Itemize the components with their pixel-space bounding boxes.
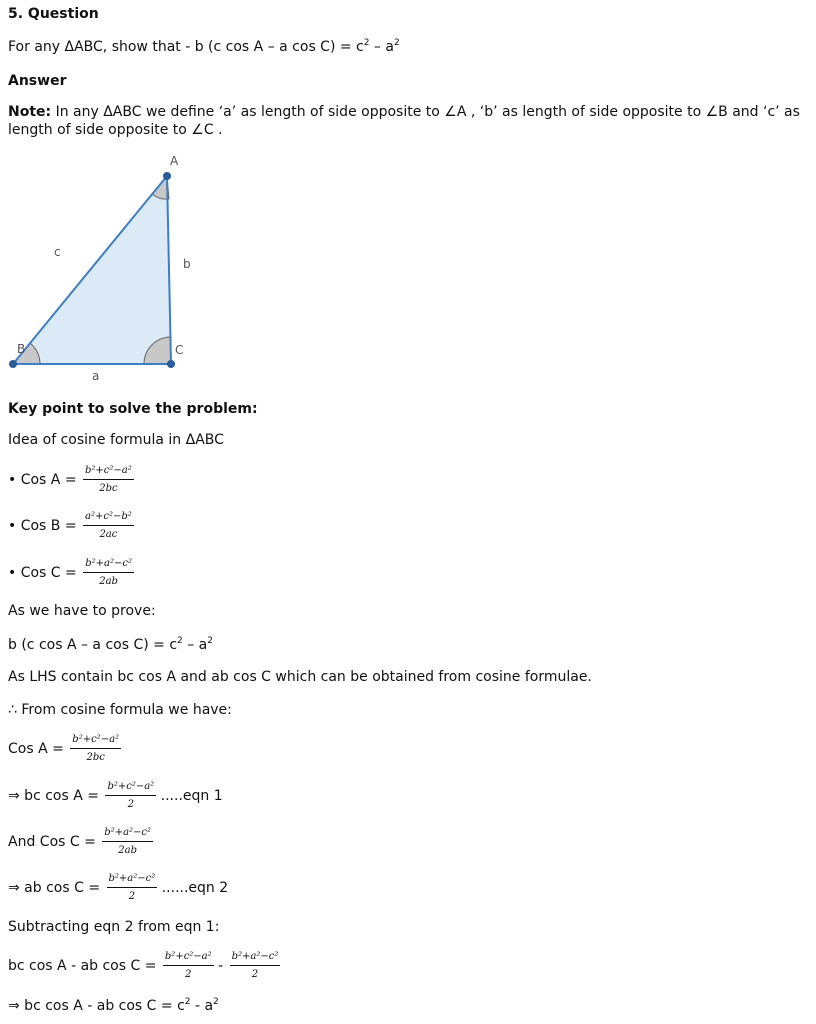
label-b: B	[17, 342, 26, 356]
step-bc-cos-a: ⇒ bc cos A = $\frac{\text{b²+c²−a²}}{2}$ .....eqn 1	[8, 781, 223, 810]
question-text: For any ΔABC, show that - b (c cos A – a $\cos C) = c^2 - a^2$	[8, 38, 400, 55]
cos-b-fraction: $\frac{\text{a²+c²−b²}}{2ac}$	[85, 511, 132, 540]
step-ab-cos-c: ⇒ ab cos C = $\frac{\text{b²+a²−c²}}{2}$ ......eqn 2	[8, 873, 229, 902]
subtract-text: Subtracting eqn 2 from eqn 1:	[8, 919, 220, 935]
label-a: A	[170, 154, 179, 168]
prove-intro: As we have to prove:	[8, 603, 156, 619]
note-label: Note:	[8, 104, 52, 120]
step-subtraction: bc cos A - ab cos C = $\frac{\text{b²+c²−a²}}{2}$ - $\frac{\text{b²+a²−c²}}{2}$	[8, 951, 279, 980]
idea-text: Idea of cosine formula in ΔABC	[8, 432, 224, 448]
answer-heading: Answer	[8, 73, 67, 89]
cos-c-fraction: $\frac{\text{b²+a²−c²}}{2ab}$	[85, 558, 132, 587]
point-b	[9, 360, 17, 368]
label-side-b: b	[183, 257, 191, 271]
lhs-text: As LHS contain bc cos A and ab cos C which can be obtained from cosine formulae.	[8, 669, 592, 685]
label-c: C	[175, 343, 184, 357]
point-c	[167, 360, 175, 368]
cos-a-bullet: • Cos A = $\frac{\text{b²+c²−a²}}{2bc}$	[8, 465, 132, 494]
label-side-c: c	[54, 245, 61, 259]
cos-a-fraction: $\frac{\text{b²+c²−a²}}{2bc}$	[85, 465, 132, 494]
cos-b-bullet: • Cos B = $\frac{\text{a²+c²−b²}}{2ac}$	[8, 511, 132, 540]
step-cos-a: Cos A = $\frac{\text{b²+c²−a²}}{2bc}$	[8, 734, 120, 763]
question-heading: 5. Question	[8, 6, 99, 22]
label-side-a: a	[92, 369, 100, 383]
key-point-heading: Key point to solve the problem:	[8, 401, 258, 417]
cos-c-bullet: • Cos C = $\frac{\text{b²+a²−c²}}{2ab}$	[8, 558, 132, 587]
from-text: ∴ From cosine formula we have:	[8, 702, 232, 718]
note-paragraph: Note: In any ΔABC we define ‘a’ as length of side opposite to ∠A , ‘b’ as length of side opposite to ∠B and ‘c’ as length of side opposite to ∠C .	[8, 104, 800, 138]
step-cos-c: And Cos C = $\frac{\text{b²+a²−c²}}{2ab}$	[8, 827, 152, 856]
prove-equation: b (c cos A – a $\cos C) = c^2 - a^2$	[8, 636, 213, 653]
final-equation: ⇒ bc cos A - ab $\cos C = c^2 - a^2$	[8, 997, 219, 1014]
triangle-diagram	[0, 148, 260, 388]
point-a	[163, 172, 171, 180]
